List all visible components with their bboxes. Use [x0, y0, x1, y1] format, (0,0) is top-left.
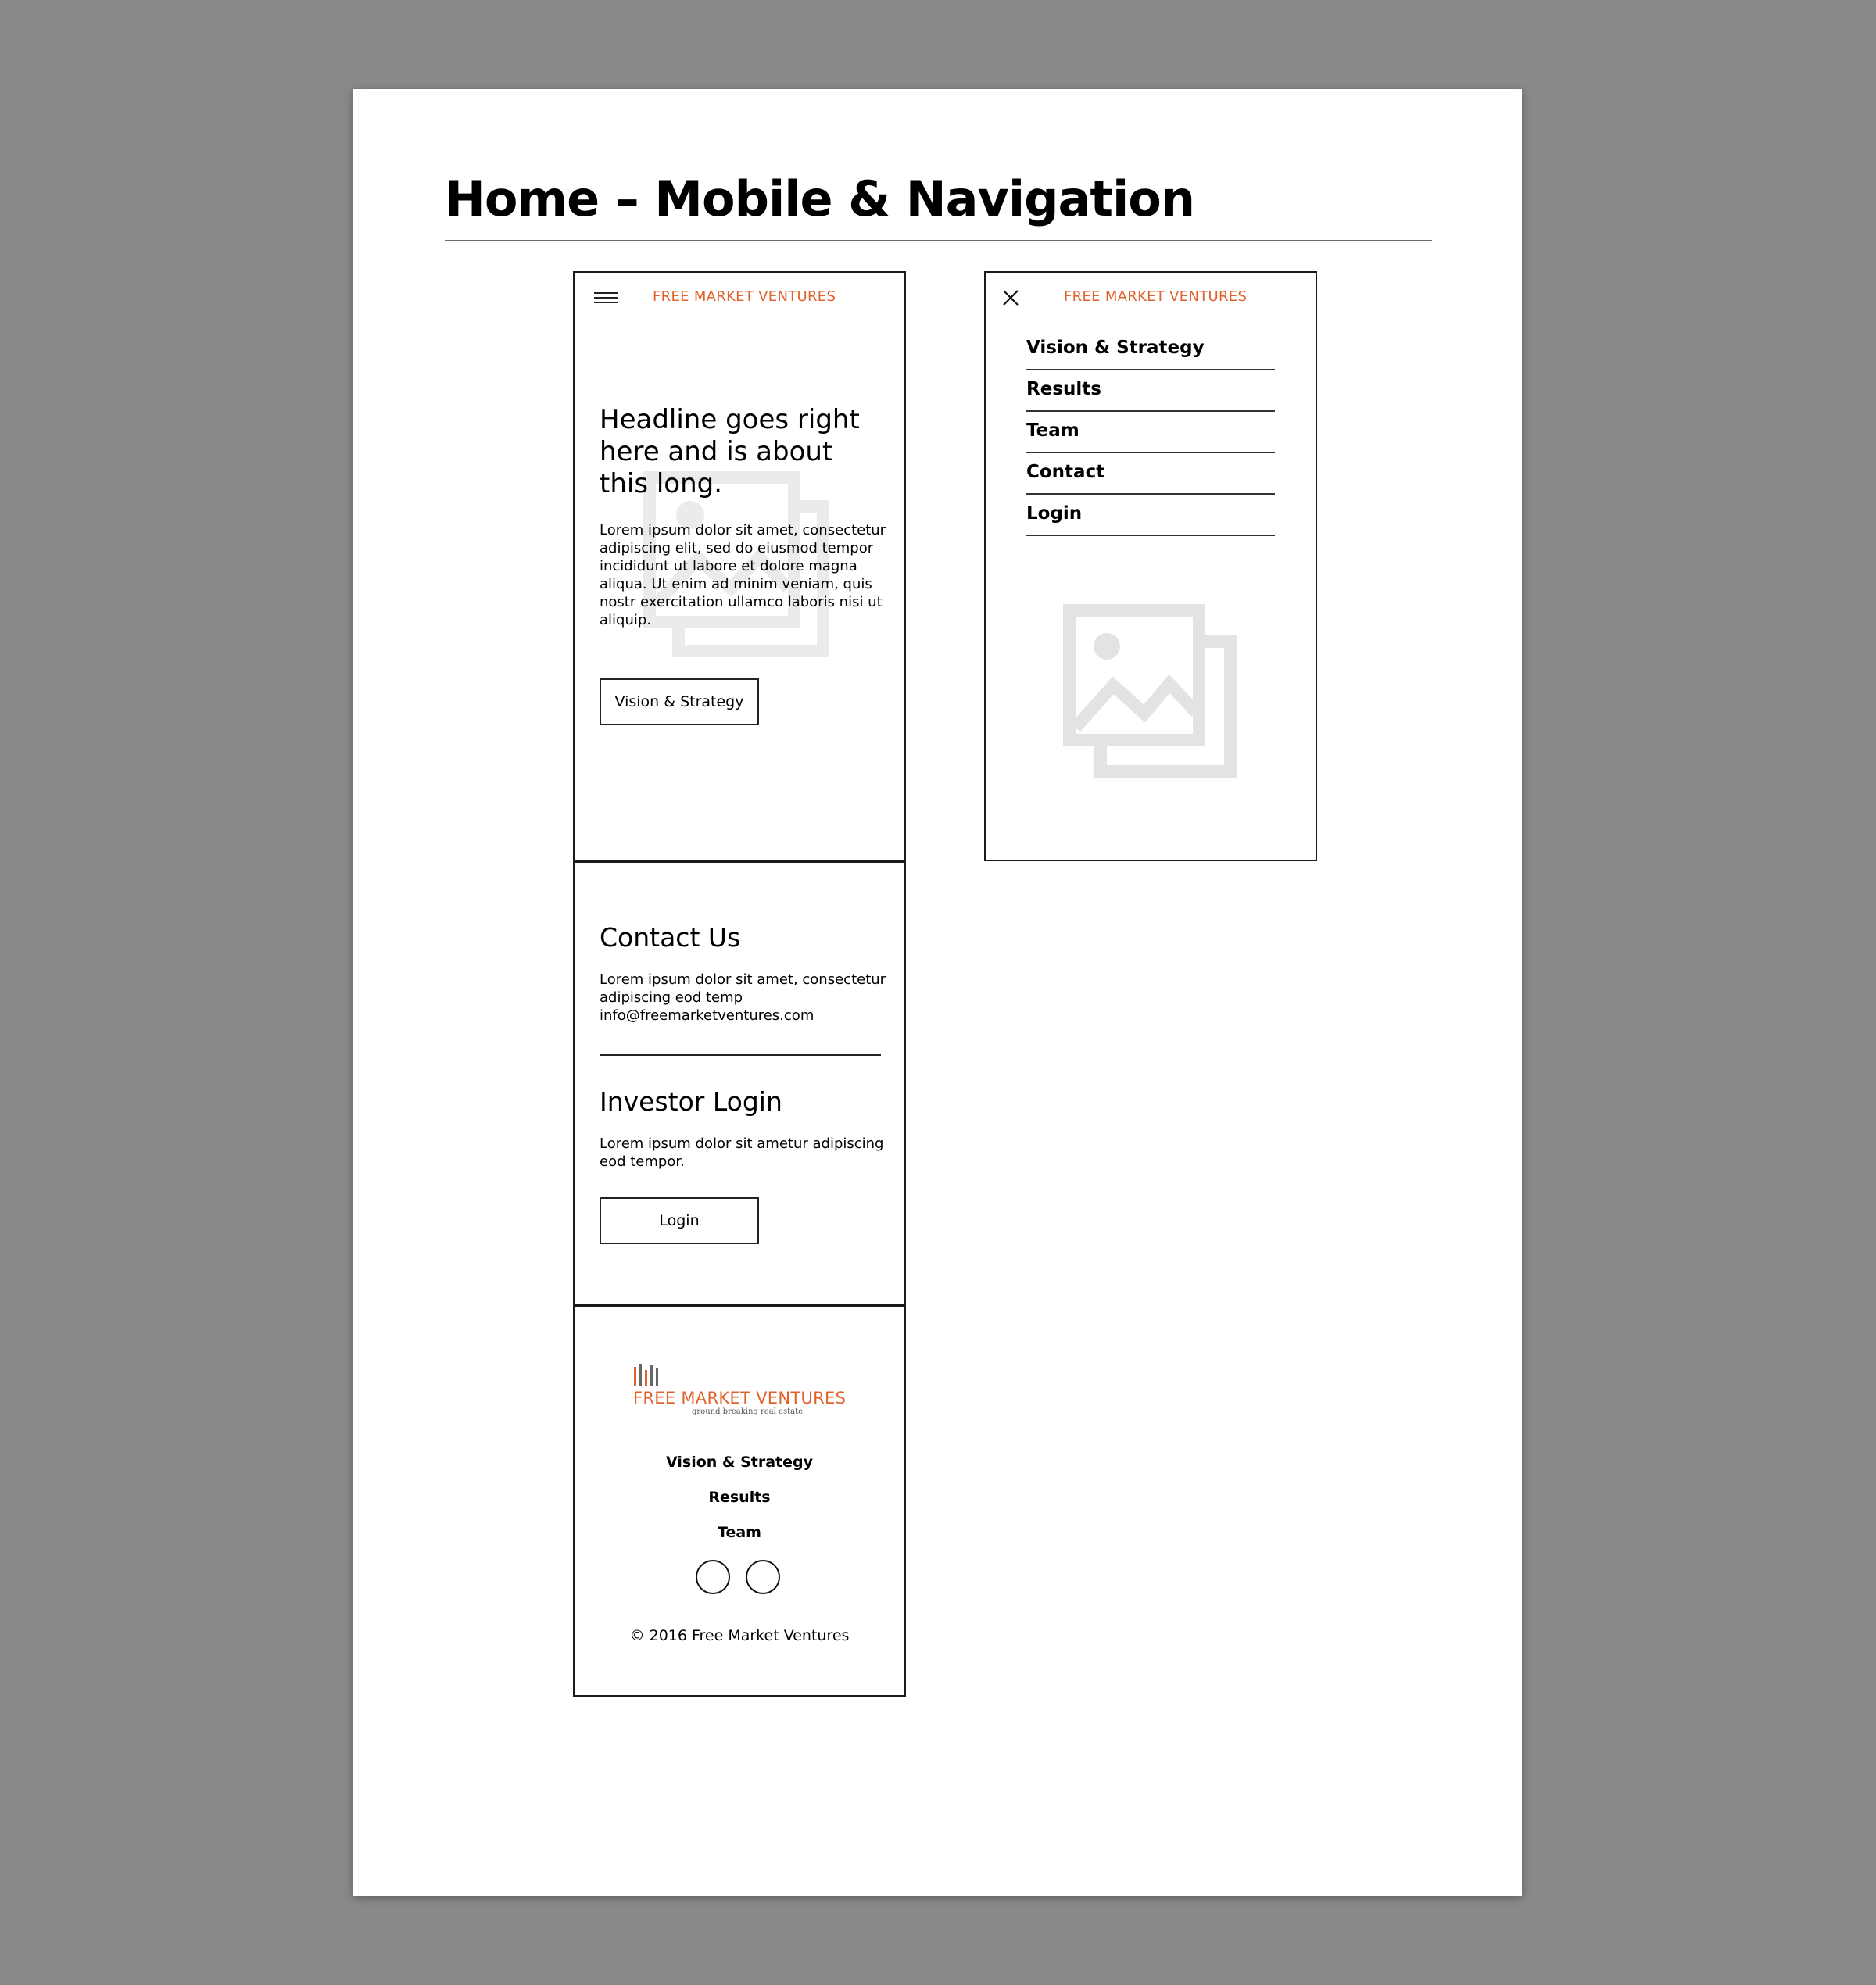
- contact-email-link[interactable]: info@freemarketventures.com: [600, 1007, 814, 1024]
- footer-link-team[interactable]: Team: [718, 1524, 761, 1541]
- image-placeholder-icon: [1063, 604, 1237, 778]
- vision-strategy-button[interactable]: Vision & Strategy: [600, 678, 759, 725]
- nav-item-results[interactable]: Results: [1026, 370, 1275, 412]
- footer-links: [575, 1445, 904, 1550]
- logo-bars-icon: [633, 1364, 660, 1386]
- logo-name: FREE MARKET VENTURES: [633, 1389, 847, 1407]
- contact-heading: Contact Us: [600, 922, 741, 953]
- social-icon-2[interactable]: [746, 1560, 780, 1594]
- copyright: © 2016 Free Market Ventures: [629, 1627, 850, 1644]
- mobile-contact-frame: [573, 860, 906, 1306]
- section-divider: [600, 1054, 881, 1056]
- footer-logo[interactable]: [633, 1364, 852, 1418]
- contact-body-text: Lorem ipsum dolor sit amet, consectetur adipiscing eod temp: [600, 971, 886, 1006]
- login-button[interactable]: Login: [600, 1197, 759, 1244]
- nav-item-team[interactable]: Team: [1026, 412, 1275, 453]
- logo-tagline: ground breaking real estate: [692, 1407, 804, 1416]
- social-icon-1[interactable]: [696, 1560, 730, 1594]
- nav-item-vision-strategy[interactable]: Vision & Strategy: [1026, 329, 1275, 370]
- nav-menu: [1026, 329, 1275, 536]
- footer-link-vision-strategy[interactable]: Vision & Strategy: [666, 1454, 813, 1471]
- hero-body: Lorem ipsum dolor sit amet, consectetur adipiscing elit, sed do eiusmod tempor incididunt ut labore et dolore magna aliqua. Ut enim ad minim veniam, quis nostr exercitation ullamco laboris nisi ut aliquip.: [600, 522, 886, 628]
- mobile-footer-frame: [573, 1305, 906, 1697]
- investor-login-body: Lorem ipsum dolor sit ametur adipiscing eod tempor.: [600, 1136, 884, 1170]
- mobile-hero-frame: [573, 271, 906, 861]
- hamburger-icon[interactable]: [594, 291, 619, 304]
- hero-headline: Headline goes right here and is about this long.: [600, 404, 860, 499]
- nav-brand[interactable]: FREE MARKET VENTURES: [1064, 288, 1248, 305]
- footer-link-results[interactable]: Results: [708, 1489, 771, 1506]
- contact-body: [600, 971, 889, 1025]
- wireframe-sheet: [353, 89, 1522, 1896]
- mobile-nav-frame: [984, 271, 1317, 861]
- investor-login-heading: Investor Login: [600, 1086, 782, 1117]
- close-icon[interactable]: [1000, 287, 1022, 309]
- title-divider: [445, 240, 1432, 241]
- social-links: [696, 1560, 789, 1594]
- nav-item-contact[interactable]: Contact: [1026, 453, 1275, 495]
- page-title: Home – Mobile & Navigation: [445, 170, 1195, 227]
- header-brand[interactable]: FREE MARKET VENTURES: [653, 288, 836, 305]
- nav-item-login[interactable]: Login: [1026, 495, 1275, 536]
